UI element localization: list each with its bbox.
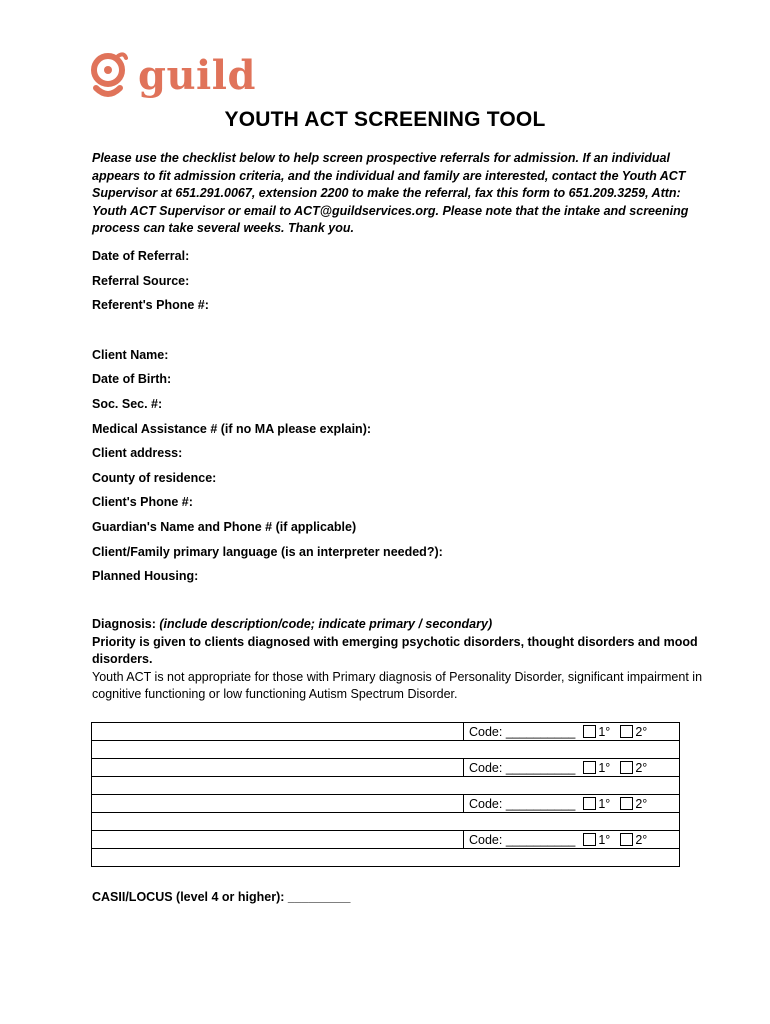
diagnosis-code-cell [464, 795, 680, 813]
guild-logo [88, 50, 256, 102]
secondary-label: 2° [635, 796, 648, 811]
secondary-checkbox[interactable] [620, 725, 633, 738]
logo-text: guild [138, 52, 256, 99]
diagnosis-description-cell[interactable] [92, 813, 680, 831]
field-referent-phone[interactable]: Referent's Phone #: [92, 298, 209, 313]
guild-logo-mark-icon [88, 50, 128, 102]
spacer [92, 322, 443, 347]
diagnosis-description-cell[interactable] [92, 777, 680, 795]
secondary-checkbox[interactable] [620, 797, 633, 810]
table-row [92, 777, 680, 795]
form-fields [92, 248, 443, 593]
primary-checkbox[interactable] [583, 797, 596, 810]
primary-label: 1° [598, 832, 611, 847]
table-row [92, 831, 680, 849]
secondary-label: 2° [635, 724, 648, 739]
field-guardian[interactable]: Guardian's Name and Phone # (if applicable) [92, 519, 357, 534]
field-county[interactable]: County of residence: [92, 470, 217, 485]
primary-checkbox[interactable] [583, 761, 596, 774]
table-row [92, 741, 680, 759]
field-ssn[interactable]: Soc. Sec. #: [92, 396, 163, 411]
diagnosis-description-cell[interactable] [92, 741, 680, 759]
secondary-checkbox[interactable] [620, 761, 633, 774]
secondary-checkbox[interactable] [620, 833, 633, 846]
code-label[interactable]: Code: __________ [469, 832, 576, 847]
field-client-name[interactable]: Client Name: [92, 347, 169, 362]
secondary-label: 2° [635, 832, 648, 847]
diagnosis-exclusion: Youth ACT is not appropriate for those with Primary diagnosis of Personality Disorder, significant impairment in cognitive functioning or low functioning Autism Spectrum Disorder. [92, 669, 703, 701]
casii-locus-field[interactable]: CASII/LOCUS (level 4 or higher): _________ [92, 890, 351, 904]
field-referral-source[interactable]: Referral Source: [92, 273, 190, 288]
diagnosis-description-cell[interactable] [92, 795, 464, 813]
field-language[interactable]: Client/Family primary language (is an interpreter needed?): [92, 544, 443, 559]
primary-checkbox[interactable] [583, 725, 596, 738]
code-label[interactable]: Code: __________ [469, 760, 576, 775]
diagnosis-code-cell [464, 759, 680, 777]
field-client-phone[interactable]: Client's Phone #: [92, 495, 193, 510]
field-date-of-referral[interactable]: Date of Referral: [92, 249, 190, 263]
secondary-label: 2° [635, 760, 648, 775]
diagnosis-section [92, 616, 712, 704]
field-date-of-birth[interactable]: Date of Birth: [92, 372, 172, 387]
field-planned-housing[interactable]: Planned Housing: [92, 569, 199, 584]
table-row [92, 795, 680, 813]
diagnosis-description-cell[interactable] [92, 723, 464, 741]
primary-label: 1° [598, 796, 611, 811]
code-label[interactable]: Code: __________ [469, 724, 576, 739]
table-row [92, 849, 680, 867]
primary-label: 1° [598, 760, 611, 775]
diagnosis-label: Diagnosis: [92, 617, 156, 631]
diagnosis-note: (include description/code; indicate primary / secondary) [159, 617, 493, 631]
table-row [92, 813, 680, 831]
diagnosis-code-cell [464, 723, 680, 741]
diagnosis-description-cell[interactable] [92, 831, 464, 849]
primary-label: 1° [598, 724, 611, 739]
primary-checkbox[interactable] [583, 833, 596, 846]
field-medical-assistance[interactable]: Medical Assistance # (if no MA please explain): [92, 421, 372, 436]
diagnosis-priority: Priority is given to clients diagnosed with emerging psychotic disorders, thought disorders and mood disorders. [92, 634, 698, 666]
intro-paragraph: Please use the checklist below to help screen prospective referrals for admission. If an individual appears to fit admission criteria, and the individual and family are interested, contact the Youth ACT Supervisor at 651.291.0067, extension 2200 to make the referral, fax this form to 651.209.3259, Attn: Youth ACT Supervisor or email to ACT@guildservices.org. Please note that the intake and screening process can take several weeks. Thank you. [92, 151, 689, 235]
code-label[interactable]: Code: __________ [469, 796, 576, 811]
table-row [92, 759, 680, 777]
diagnosis-description-cell[interactable] [92, 759, 464, 777]
table-row [92, 723, 680, 741]
diagnosis-table [91, 722, 680, 867]
field-client-address[interactable]: Client address: [92, 446, 183, 461]
page-title: YOUTH ACT SCREENING TOOL [224, 108, 546, 131]
diagnosis-description-cell[interactable] [92, 849, 680, 867]
diagnosis-code-cell [464, 831, 680, 849]
